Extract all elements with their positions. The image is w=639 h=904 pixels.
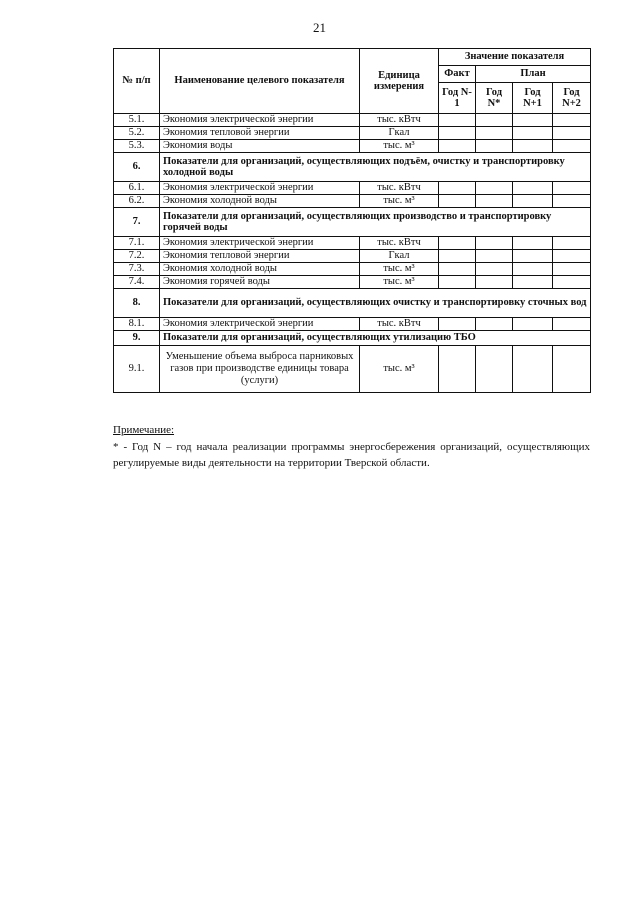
row-value-cell (513, 263, 553, 276)
row-value-cell (476, 127, 513, 140)
row-unit: тыс. кВтч (360, 182, 439, 195)
row-value-cell (439, 346, 476, 393)
row-value-cell (553, 263, 591, 276)
row-value-cell (513, 182, 553, 195)
note-title: Примечание: (113, 424, 175, 436)
table-section-row (114, 289, 591, 318)
row-value-cell (476, 114, 513, 127)
row-unit: тыс. м³ (360, 195, 439, 208)
row-indicator-name: Экономия холодной воды (160, 263, 360, 276)
header-col-n: Год N* (476, 83, 513, 114)
page-number: 21 (313, 20, 326, 35)
section-title: Показатели для организаций, осуществляющих очистку и транспортировку сточных вод (160, 289, 591, 318)
row-unit: тыс. м³ (360, 276, 439, 289)
row-number: 7.3. (114, 263, 160, 276)
table-body (114, 114, 591, 393)
row-indicator-name: Экономия холодной воды (160, 195, 360, 208)
row-value-cell (513, 250, 553, 263)
row-indicator-name: Экономия горячей воды (160, 276, 360, 289)
row-value-cell (476, 140, 513, 153)
row-value-cell (553, 182, 591, 195)
row-unit: тыс. м³ (360, 263, 439, 276)
row-value-cell (439, 237, 476, 250)
note-text: * - Год N – год начала реализации программы энергосбережения организаций, осуществляющих регулируемые виды деятельности на территории Тверской области. (113, 440, 590, 469)
header-unit: Единица измерения (360, 49, 439, 114)
row-value-cell (553, 127, 591, 140)
row-value-cell (553, 346, 591, 393)
section-number: 6. (114, 153, 160, 182)
indicators-table (113, 48, 591, 393)
section-number: 8. (114, 289, 160, 318)
row-number: 7.2. (114, 250, 160, 263)
header-plan: План (476, 66, 591, 83)
row-number: 9.1. (114, 346, 160, 393)
table-header (114, 49, 591, 114)
row-value-cell (476, 182, 513, 195)
row-unit: тыс. м³ (360, 140, 439, 153)
table-section-row (114, 208, 591, 237)
table-row (114, 182, 591, 195)
row-value-cell (439, 318, 476, 331)
row-value-cell (439, 276, 476, 289)
table-row (114, 195, 591, 208)
row-number: 5.3. (114, 140, 160, 153)
row-unit: Гкал (360, 127, 439, 140)
row-number: 6.2. (114, 195, 160, 208)
row-value-cell (513, 140, 553, 153)
row-unit: тыс. кВтч (360, 114, 439, 127)
row-value-cell (439, 263, 476, 276)
row-number: 5.2. (114, 127, 160, 140)
row-unit: тыс. кВтч (360, 237, 439, 250)
section-title: Показатели для организаций, осуществляющих производство и транспортировку горячей воды (160, 208, 591, 237)
header-value-group: Значение показателя (439, 49, 591, 66)
row-value-cell (553, 276, 591, 289)
table-row (114, 276, 591, 289)
row-indicator-name: Экономия электрической энергии (160, 318, 360, 331)
row-indicator-name: Уменьшение объема выброса парниковых газов при производстве единицы товара (услуги) (160, 346, 360, 393)
row-indicator-name: Экономия электрической энергии (160, 237, 360, 250)
row-value-cell (439, 182, 476, 195)
row-value-cell (439, 127, 476, 140)
row-value-cell (513, 127, 553, 140)
row-value-cell (439, 195, 476, 208)
row-indicator-name: Экономия тепловой энергии (160, 250, 360, 263)
row-value-cell (476, 276, 513, 289)
table-row (114, 318, 591, 331)
row-value-cell (513, 276, 553, 289)
row-value-cell (476, 237, 513, 250)
section-number: 9. (114, 331, 160, 346)
section-title: Показатели для организаций, осуществляющих подъём, очистку и транспортировку холодной воды (160, 153, 591, 182)
row-value-cell (476, 250, 513, 263)
row-unit: тыс. кВтч (360, 318, 439, 331)
row-value-cell (476, 263, 513, 276)
row-number: 7.1. (114, 237, 160, 250)
section-number: 7. (114, 208, 160, 237)
row-indicator-name: Экономия электрической энергии (160, 114, 360, 127)
row-value-cell (476, 318, 513, 331)
row-value-cell (439, 114, 476, 127)
row-value-cell (553, 318, 591, 331)
row-value-cell (513, 237, 553, 250)
table-row (114, 250, 591, 263)
table-row (114, 346, 591, 393)
row-value-cell (476, 346, 513, 393)
header-col-n-plus-1: Год N+1 (513, 83, 553, 114)
header-fact: Факт (439, 66, 476, 83)
section-title: Показатели для организаций, осуществляющих утилизацию ТБО (160, 331, 591, 346)
row-value-cell (553, 250, 591, 263)
table-row (114, 140, 591, 153)
table-row (114, 237, 591, 250)
header-col-n-minus-1: Год N-1 (439, 83, 476, 114)
row-value-cell (513, 114, 553, 127)
row-value-cell (439, 140, 476, 153)
row-value-cell (553, 140, 591, 153)
row-value-cell (513, 318, 553, 331)
row-value-cell (553, 237, 591, 250)
row-number: 5.1. (114, 114, 160, 127)
header-col-n-plus-2: Год N+2 (553, 83, 591, 114)
row-indicator-name: Экономия электрической энергии (160, 182, 360, 195)
row-unit: тыс. м³ (360, 346, 439, 393)
row-unit: Гкал (360, 250, 439, 263)
table-section-row (114, 331, 591, 346)
row-value-cell (439, 250, 476, 263)
header-name: Наименование целевого показателя (160, 49, 360, 114)
row-value-cell (553, 114, 591, 127)
row-value-cell (476, 195, 513, 208)
table-row (114, 263, 591, 276)
note (113, 422, 590, 472)
table-section-row (114, 153, 591, 182)
header-num: № п/п (114, 49, 160, 114)
row-indicator-name: Экономия тепловой энергии (160, 127, 360, 140)
row-value-cell (553, 195, 591, 208)
row-value-cell (513, 346, 553, 393)
row-number: 8.1. (114, 318, 160, 331)
row-value-cell (513, 195, 553, 208)
row-number: 7.4. (114, 276, 160, 289)
table-row (114, 127, 591, 140)
table-row (114, 114, 591, 127)
row-number: 6.1. (114, 182, 160, 195)
row-indicator-name: Экономия воды (160, 140, 360, 153)
